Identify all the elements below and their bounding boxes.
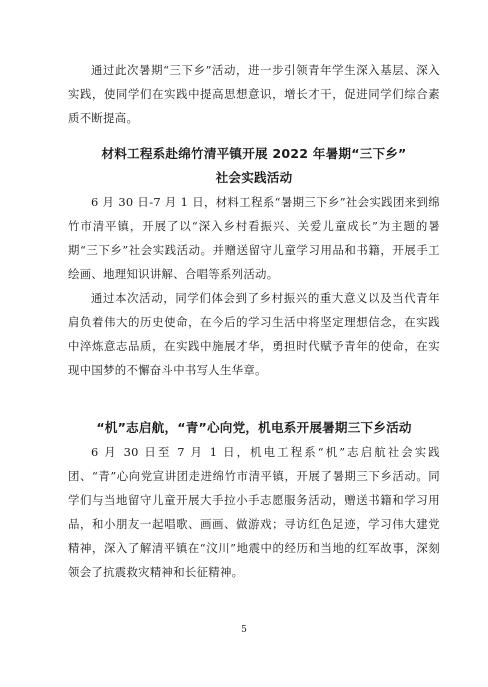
paragraph-materials-reflection: 通过本次活动，同学们体会到了乡村振兴的重大意义以及当代青年肩负着伟大的历史使命，在今后的学习生活中将坚定理想信念，在实践中淬炼意志品质，在实践中施展才华，勇担时代赋予青年的使命，在实现中国梦的不懈奋斗中书写人生华章。	[68, 291, 440, 377]
page-number: 5	[241, 625, 247, 635]
heading-line: 材料工程系赴绵竹清平镇开展 2022 年暑期“三下乡”	[101, 146, 407, 161]
heading-line: “机”志启航，“青”心向党，机电系开展暑期三下乡活动	[96, 420, 412, 435]
section-heading-mechatronics	[68, 416, 440, 440]
section-heading-materials	[68, 142, 440, 190]
heading-line: 社会实践活动	[215, 170, 293, 185]
document-content	[68, 58, 440, 608]
paragraph-mechatronics-activity: 6 月 30 日至 7 月 1 日，机电工程系“机”志启航社会实践团、“青”心向党宣讲团走进绵竹市清平镇，开展了暑期三下乡活动。同学们与当地留守儿童开展大手拉小手志愿服务活动，赠送书籍和学习用品，和小朋友一起唱歌、画画、做游戏；寻访红色足迹，学习伟大建党精神，深入了解清平镇在“汶川”地震中的经历和当地的红军故事，深刻领会了抗震救灾精神和长征精神。	[68, 445, 440, 579]
paragraph-summary: 通过此次暑期“三下乡”活动，进一步引领青年学生深入基层、深入实践，使同学们在实践中提高思想意识，增长才干，促进同学们综合素质不断提高。	[68, 63, 440, 125]
paragraph-materials-activity: 6 月 30 日-7 月 1 日，材料工程系“暑期三下乡”社会实践团来到绵竹市清平镇，开展了以“深入乡村看振兴、关爱儿童成长”为主题的暑期“三下乡”社会实践活动。并赠送留守儿童学习用品和书籍，开展手工绘画、地理知识讲解、合唱等系列活动。	[68, 195, 440, 281]
